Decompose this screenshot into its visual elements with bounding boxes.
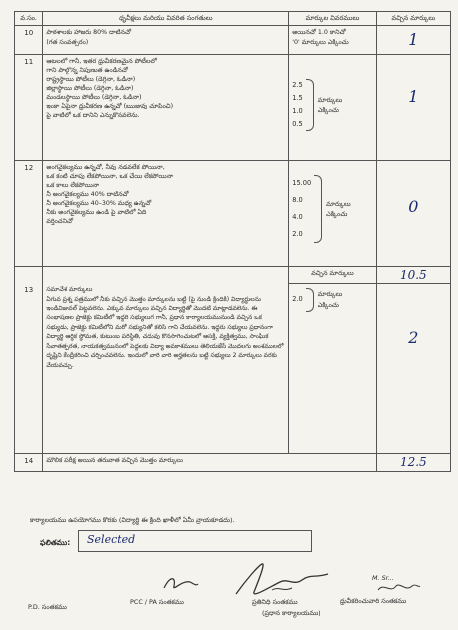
result-value: Selected [87, 533, 136, 546]
representative-signature-label: ప్రతినిధి సంతకము [252, 598, 298, 606]
row-number: 11 [15, 54, 43, 160]
desc-line: మండలస్థాయి పోటీలు (డెగ్గినా, ఓడినా) [46, 94, 142, 102]
mark-value: 2.0 [292, 294, 303, 303]
desc-line: ఆటలలో గానీ, ఇతర ధ్రువీకరణమైన పోటీలలో [46, 57, 157, 65]
pcc-signature-scribble [160, 572, 200, 594]
desc-line: ఇంకా ఏపైనా ధ్రువీకరణ ఉన్నచో (ఋజువు చూపించి) [46, 103, 174, 111]
row-marks-details [289, 26, 376, 54]
subtotal-label: వచ్చిన మార్కులు [289, 266, 376, 283]
awarded-mark-cell [376, 160, 450, 266]
verifier-signature-scribble [376, 580, 422, 596]
marks-label: మార్కులు [317, 290, 343, 299]
verifier-signature-label: ధ్రువీకరించువారి సంతకము [340, 597, 407, 605]
awarded-mark-cell [376, 54, 450, 160]
marks-label: ఎక్కించు [317, 300, 339, 309]
row-description [43, 54, 289, 160]
pd-signature-label: P.D. సంతకము [28, 603, 67, 611]
desc-line: పై వాటిలో ఒక దానిని ఎన్నుకొనవలెను. [46, 112, 140, 120]
header-marks-details: మార్కుల వివరములు [289, 12, 376, 26]
header-serial-no: వ.సం. [15, 12, 43, 26]
marks-label: ఎక్కించు [326, 209, 348, 218]
row-description [43, 453, 376, 471]
marks-label: మార్కులు [326, 199, 351, 208]
awarded-mark: 2 [408, 327, 419, 347]
total-cell [376, 453, 450, 471]
row-number: 13 [15, 283, 43, 453]
header-description: ధృవీక్షలు మరియు వివరిత సంగతులు [43, 12, 289, 26]
marks-text: '0' మార్కులు ఎక్కించు [292, 38, 349, 46]
marks-table [14, 11, 451, 472]
mark-value: 0.5 [292, 120, 303, 129]
mark-value: 1.5 [292, 93, 303, 102]
row-description [43, 26, 289, 54]
mark-value: 2.0 [292, 230, 303, 239]
office-use-note: కార్యాలయము ఉపయోగము కొరకు (విద్యార్థి ఈ క్రింది ఖాళీలో ఏమీ వ్రాయకూడదు). [30, 516, 235, 524]
desc-line: జిల్లాస్థాయి పోటీలు (డెగ్గినా, ఓడినా) [46, 84, 134, 92]
table-row [15, 54, 451, 160]
desc-line: వర్తించనిచో [46, 218, 74, 226]
desc-line: ఒక కాలు లేకపోయినా [46, 181, 100, 189]
desc-line: (గత సంవత్సరం) [46, 38, 89, 46]
table-row [15, 283, 451, 453]
desc-line: పాఠశాలకు హాజరు 80% దాటినచో [46, 29, 132, 37]
awarded-mark-cell [376, 26, 450, 54]
subtotal-value: 10.5 [399, 267, 427, 282]
header-awarded-marks: వచ్చిన మార్కులు [376, 12, 450, 26]
table-row [15, 26, 451, 54]
curly-brace [306, 79, 314, 132]
row-description [43, 283, 289, 453]
marks-label: మార్కులు [317, 95, 343, 104]
awarded-mark: 1 [408, 30, 419, 50]
desc-title: సమాచేశ మార్కులు [46, 286, 93, 294]
desc-line: మౌలిక పరీక్ష అయిన తరువాత వచ్చిన మొత్తం మార్కులు [46, 456, 183, 464]
row-marks-details [289, 54, 376, 160]
result-field [78, 530, 312, 552]
verifier-name: M. Sr... [372, 574, 394, 582]
table-header-row [15, 12, 451, 26]
marks-text: అయినచో 1.0 కానిచో [292, 29, 346, 37]
row-description [43, 160, 289, 266]
row-number: 10 [15, 26, 43, 54]
row-number: 12 [15, 160, 43, 266]
awarded-mark: 1 [408, 86, 419, 106]
curly-brace [306, 288, 314, 312]
table-row [15, 453, 451, 471]
mark-value: 1.0 [292, 106, 303, 115]
result-label: ఫలితము: [40, 538, 71, 547]
desc-line: నీకు అంగవైకల్యము ఉండి పై వాటిలో ఏది [46, 209, 147, 217]
row-marks-details [289, 283, 376, 453]
desc-line: రాష్ట్రస్థాయి పోటీలు (డెగ్గినా, ఓడినా) [46, 75, 136, 83]
total-marks: 12.5 [399, 454, 427, 469]
marks-label: ఎక్కించు [317, 105, 339, 114]
desc-paragraph: ఏగువ ప్రశ్న పత్రములో నీకు వచ్చిన మొత్తం మార్కులను బట్టి (పై నుండి క్రిందికి) విద్యార్థులను ఇండివిజువల్ పెట్టవలెను. ఎక్కువ మార్కులు వచ్చిన విద్యార్థితో మొదటి మాట్లాడవలెను. ఈ సంభాషణల ప్రాజెక్టు కమిటీలో ఇద్దరి సభ్యులుగ గానీ, ప్రధాన కార్యాలయమునుండి వచ్చిన ఒక సభ్యుడు, ప్రాజెక్టు కమిటీలోని మరో సభ్యునితో కలిసి గాని చేయవలెను. ఇద్దరు సభ్యులు ప్రధానంగా విద్యార్థి ఆర్థిక స్థోమత, కుటుంబ పరిస్థితి, చదువు కొనసాగించుటలో ఆసక్తి, వ్యక్తిత్వము, సాంఘిక సేవాతత్పరత, నాయకత్వమునంలో పెద్దలకు విద్యా అవకాశములు తెలియజేసే మొదలగు అంశములలో దృష్టిని కేంద్రీకరించి చర్చించవలెను. ఇందులో వారి వారి అర్హతలను బట్టి సభ్యులు 2 మార్కులు వరకు వేయవచ్చు. [46, 295, 284, 369]
subtotal-row [15, 266, 451, 283]
mark-value: 8.0 [292, 195, 303, 204]
row-number: 14 [15, 453, 43, 471]
representative-signature-scribble [232, 560, 332, 602]
awarded-mark-cell [376, 283, 450, 453]
row-marks-details [289, 160, 376, 266]
pcc-signature-label: PCC / PA సంతకము [130, 598, 184, 606]
curly-brace [314, 175, 322, 244]
desc-line: ఒక కంటి చూపు లేకపోయినా, ఒక చేయి లేకపోయినా [46, 172, 174, 180]
mark-value: 2.5 [292, 80, 303, 89]
awarded-mark: 0 [408, 196, 419, 216]
desc-line: అంగవైకల్యము ఉన్నచో, నీవు నడవలేక పోయినా, [46, 163, 165, 171]
mark-value: 15.00 [292, 178, 312, 187]
desc-line: గాని పాల్గొన్న నిపుణుత ఉండినచో [46, 66, 128, 74]
subtotal-cell [376, 266, 450, 283]
table-row [15, 160, 451, 266]
mark-value: 4.0 [292, 212, 303, 221]
head-office-label: (ప్రధాన కార్యాలయము) [262, 609, 321, 617]
desc-line: నీ అంగవైకల్యము 40% దాటినచో [46, 190, 129, 198]
desc-line: నీ అంగవైకల్యము 40–30% మధ్య ఉన్నచో [46, 200, 152, 208]
